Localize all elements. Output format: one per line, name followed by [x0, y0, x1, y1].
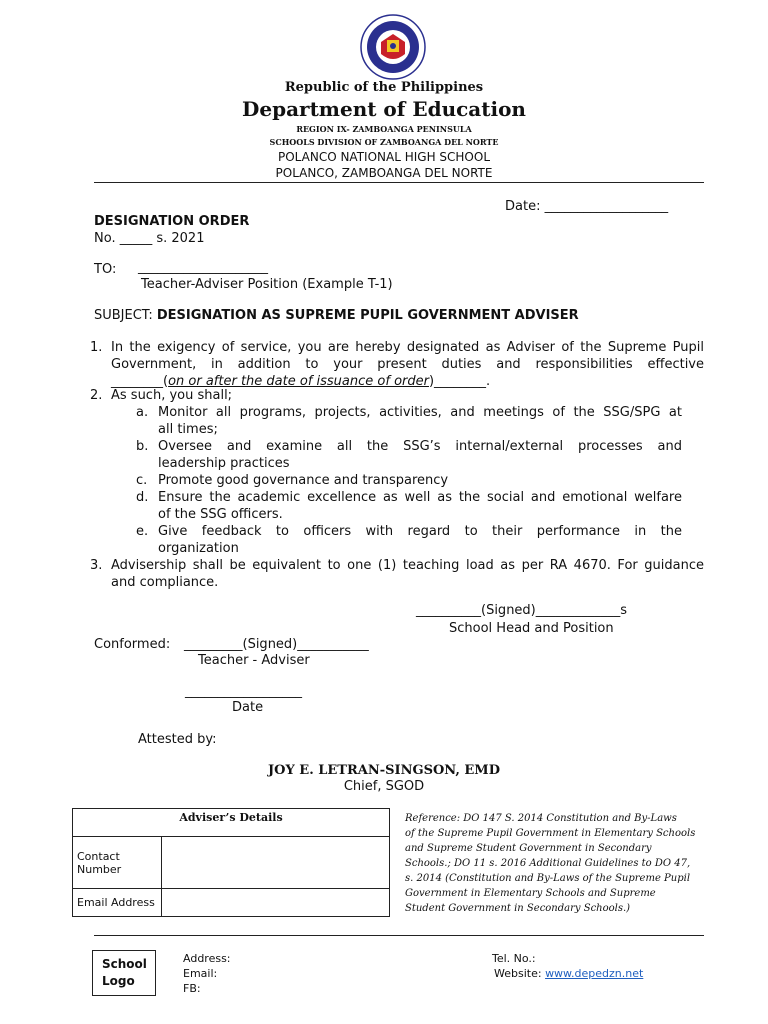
- subject-text: DESIGNATION AS SUPREME PUPIL GOVERNMENT ADVISER: [156, 308, 579, 323]
- date-signature-line: __________________: [185, 684, 302, 699]
- footer-contact-block: [183, 951, 231, 996]
- sub-item-line-1: Ensure the academic excellence as well as the social and emotional welfare: [158, 490, 682, 505]
- item-1-blank-end: )________.: [428, 374, 491, 389]
- adviser-details-title: Adviser’s Details: [73, 809, 390, 837]
- sub-item-line-1: Give feedback to officers with regard to their performance in the: [158, 524, 682, 539]
- footer-fb-label: FB:: [183, 982, 201, 995]
- sub-item-letter: d.: [136, 490, 149, 505]
- item-3-line-2: and compliance.: [111, 575, 219, 590]
- reference-note: [405, 811, 695, 916]
- footer-email-label: Email:: [183, 967, 218, 980]
- sub-item-a: [136, 404, 682, 438]
- footer-address-label: Address:: [183, 952, 231, 965]
- department-title: Department of Education: [242, 97, 526, 121]
- footer-website: [494, 966, 643, 981]
- reference-line: Government in Elementary Schools and Supreme: [405, 888, 656, 899]
- to-label: TO:: [94, 262, 117, 277]
- item-1-blank-start: ________(: [111, 374, 169, 389]
- school-logo-box: [92, 950, 156, 996]
- item-2-text: As such, you shall;: [111, 388, 233, 403]
- sub-item-line-2: of the SSG officers.: [158, 507, 283, 522]
- adviser-signature: _________(Signed)___________: [184, 637, 369, 652]
- sub-item-line-2: all times;: [158, 422, 218, 437]
- item-1-line-2: Government, in addition to your present duties and responsibilities effective: [111, 357, 704, 372]
- table-row: [73, 837, 390, 889]
- date-label: Date: [232, 700, 264, 715]
- adviser-details-table: [72, 808, 390, 917]
- division-line: SCHOOLS DIVISION OF ZAMBOANGA DEL NORTE: [269, 137, 499, 147]
- item-1-number: 1.: [90, 340, 103, 355]
- table-header-row: [73, 809, 390, 837]
- reference-line: s. 2014 (Constitution and By-Laws of the Supreme Pupil: [405, 873, 691, 884]
- sub-item-letter: a.: [136, 405, 149, 420]
- sub-item-c: [136, 472, 682, 489]
- sub-item-letter: b.: [136, 439, 149, 454]
- school-head-position: School Head and Position: [449, 621, 614, 636]
- footer-website-label: Website:: [494, 967, 542, 980]
- footer-tel-label: Tel. No.:: [492, 952, 536, 965]
- conformed-label: Conformed:: [94, 637, 171, 652]
- reference-line: and Supreme Student Government in Secondary: [405, 843, 652, 854]
- school-address: POLANCO, ZAMBOANGA DEL NORTE: [275, 166, 493, 180]
- attested-label: Attested by:: [138, 732, 217, 747]
- order-number: No. _____ s. 2021: [94, 231, 205, 246]
- reference-line: of the Supreme Pupil Government in Elementary Schools: [405, 828, 696, 839]
- email-address-label: Email Address: [73, 889, 162, 917]
- contact-number-label: Contact Number: [73, 837, 162, 889]
- deped-seal: [351, 14, 435, 80]
- sub-item-d: [136, 489, 682, 523]
- item-1-effective-note: on or after the date of issuance of order: [168, 374, 429, 389]
- chief-name: JOY E. LETRAN-SINGSON, EMD: [268, 763, 500, 778]
- to-blank: ____________________: [138, 260, 268, 275]
- reference-line: Reference: DO 147 S. 2014 Constitution and By-Laws: [405, 813, 677, 824]
- date-field: Date: ___________________: [505, 199, 669, 214]
- sub-item-letter: e.: [136, 524, 149, 539]
- sub-item-e: [136, 523, 682, 557]
- header-divider: [94, 182, 704, 183]
- school-head-signature: __________(Signed)_____________s: [416, 603, 628, 618]
- adviser-role: Teacher - Adviser: [198, 653, 310, 668]
- sub-item-line-1: Promote good governance and transparency: [158, 473, 449, 488]
- sub-item-line-2: leadership practices: [158, 456, 290, 471]
- item-3: [90, 557, 704, 591]
- sub-item-line-1: Monitor all programs, projects, activities, and meetings of the SSG/SPG at: [158, 405, 682, 420]
- website-link[interactable]: www.depedzn.net: [545, 967, 644, 980]
- table-row: [73, 889, 390, 917]
- to-position: Teacher-Adviser Position (Example T-1): [141, 277, 393, 292]
- reference-line: Schools.; DO 11 s. 2016 Additional Guidelines to DO 47,: [405, 858, 691, 869]
- subject-line: [94, 308, 579, 323]
- chief-title: Chief, SGOD: [343, 779, 425, 794]
- item-3-line-1: Advisership shall be equivalent to one (1) teaching load as per RA 4670. For guidance: [111, 558, 704, 573]
- item-2: [90, 387, 704, 404]
- republic-line: Republic of the Philippines: [284, 80, 484, 95]
- deped-seal-icon: [351, 14, 435, 80]
- sub-item-line-2: organization: [158, 541, 239, 556]
- item-3-number: 3.: [90, 558, 103, 573]
- reference-line: Student Government in Secondary Schools.): [405, 903, 631, 914]
- item-1: [90, 339, 704, 390]
- sub-item-letter: c.: [136, 473, 148, 488]
- sub-item-b: [136, 438, 682, 472]
- order-title: DESIGNATION ORDER: [94, 214, 250, 229]
- subject-label: SUBJECT:: [94, 308, 153, 323]
- footer-divider: [94, 935, 704, 936]
- school-name: POLANCO NATIONAL HIGH SCHOOL: [277, 150, 490, 164]
- school-logo-placeholder: School Logo: [102, 957, 147, 988]
- contact-number-field[interactable]: [162, 837, 390, 889]
- email-address-field[interactable]: [162, 889, 390, 917]
- region-line: REGION IX- ZAMBOANGA PENINSULA: [296, 124, 472, 134]
- item-2-number: 2.: [90, 388, 103, 403]
- item-1-line-1: In the exigency of service, you are hereby designated as Adviser of the Supreme Pupil: [111, 340, 704, 355]
- sub-item-line-1: Oversee and examine all the SSG’s internal/external processes and: [158, 439, 682, 454]
